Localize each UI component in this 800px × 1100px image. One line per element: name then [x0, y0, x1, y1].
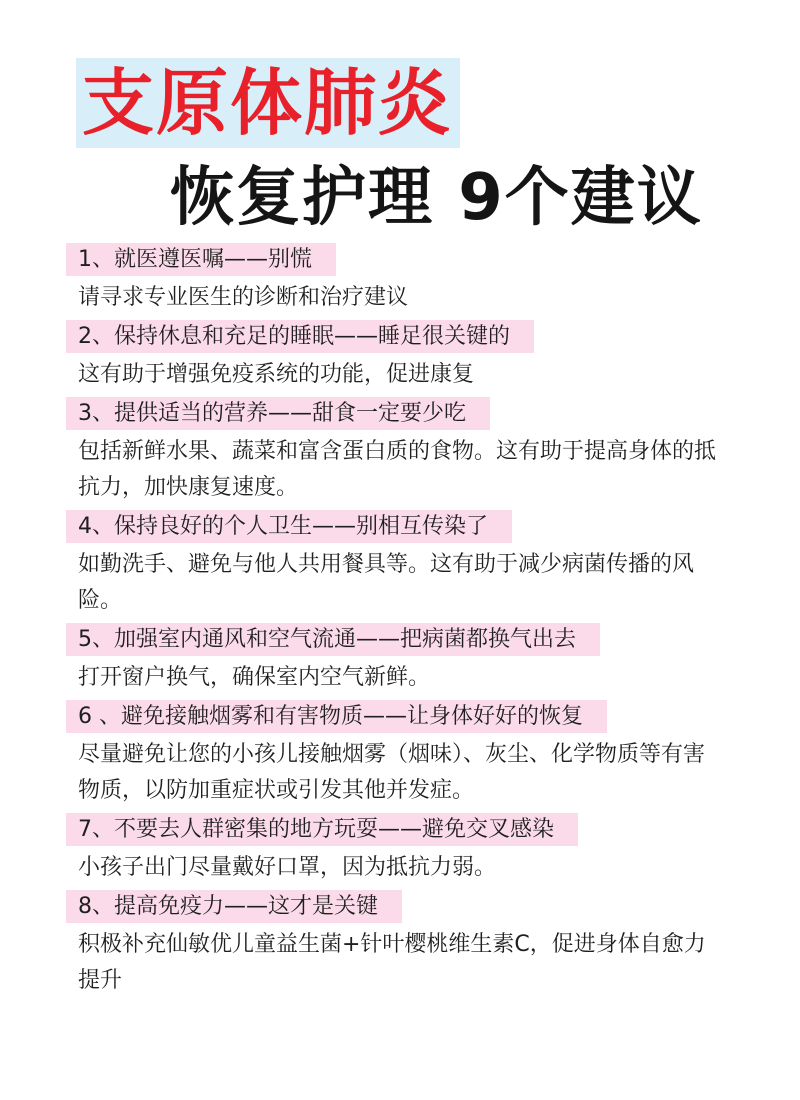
advice-heading: 6 、避免接触烟雾和有害物质——让身体好好的恢复 [66, 700, 607, 733]
advice-body: 小孩子出门尽量戴好口罩，因为抵抗力弱。 [78, 855, 497, 880]
advice-heading: 8、提高免疫力——这才是关键 [66, 890, 402, 923]
advice-heading: 7、不要去人群密集的地方玩耍——避免交叉感染 [66, 813, 578, 846]
advice-body: 请寻求专业医生的诊断和治疗建议 [78, 285, 409, 310]
advice-list [66, 243, 726, 1003]
advice-item-6 [66, 700, 726, 813]
advice-item-7 [66, 813, 726, 890]
advice-heading: 5、加强室内通风和空气流通——把病菌都换气出去 [66, 623, 600, 656]
advice-body: 如勤洗手、避免与他人共用餐具等。这有助于减少病菌传播的风险。 [78, 552, 695, 613]
advice-heading: 1、就医遵医嘱——别慌 [66, 243, 336, 276]
advice-body: 积极补充仙敏优儿童益生菌+针叶樱桃维生素C，促进身体自愈力提升 [78, 932, 706, 993]
advice-body: 这有助于增强免疫系统的功能，促进康复 [78, 362, 475, 387]
advice-body: 包括新鲜水果、蔬菜和富含蛋白质的食物。这有助于提高身体的抵抗力，加快康复速度。 [78, 439, 717, 500]
advice-item-4 [66, 510, 726, 623]
advice-item-2 [66, 320, 726, 397]
advice-heading: 2、保持休息和充足的睡眠——睡足很关键的 [66, 320, 534, 353]
title-highlight [76, 58, 460, 148]
page-subtitle: 恢复护理 9个建议 [170, 161, 703, 235]
advice-body: 打开窗户换气，确保室内空气新鲜。 [78, 665, 431, 690]
page-title: 支原体肺炎 [82, 61, 453, 145]
advice-item-5 [66, 623, 726, 700]
advice-body: 尽量避免让您的小孩儿接触烟雾（烟味）、灰尘、化学物质等有害物质，以防加重症状或引发其他并发症。 [78, 742, 706, 803]
advice-item-3 [66, 397, 726, 510]
advice-item-8 [66, 890, 726, 1003]
advice-heading: 4、保持良好的个人卫生——别相互传染了 [66, 510, 512, 543]
advice-item-1 [66, 243, 726, 320]
advice-heading: 3、提供适当的营养——甜食一定要少吃 [66, 397, 490, 430]
